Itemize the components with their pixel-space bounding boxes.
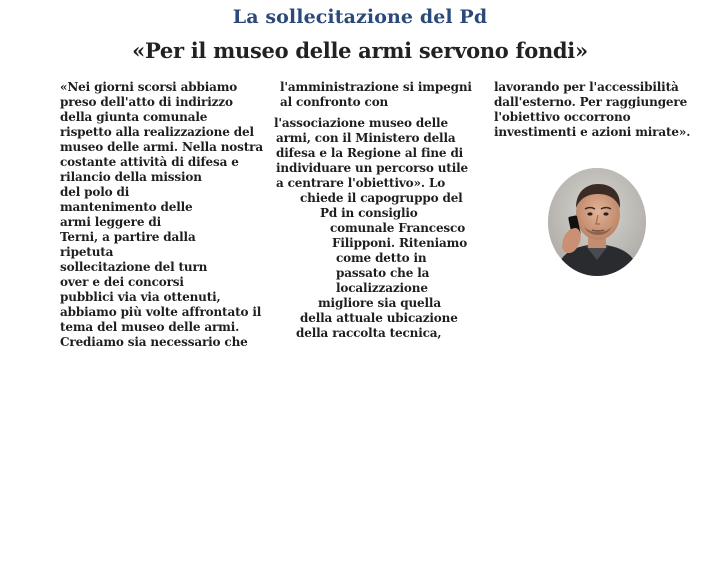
article-column-1 xyxy=(60,80,263,350)
text-line: del polo di xyxy=(60,185,130,199)
text-line: della giunta comunale xyxy=(60,110,208,124)
text-line: dall'esterno. Per raggiungere xyxy=(494,95,688,109)
article-kicker: La sollecitazione del Pd xyxy=(232,6,488,28)
text-line: al confronto con xyxy=(280,95,389,109)
text-line: della attuale ubicazione xyxy=(300,311,458,325)
text-line: «Nei giorni scorsi abbiamo xyxy=(60,80,238,94)
text-line: comunale Francesco xyxy=(330,221,466,235)
text-line: investimenti e azioni mirate». xyxy=(494,125,691,139)
author-photo xyxy=(548,168,646,276)
text-line: costante attività di difesa e xyxy=(60,155,239,169)
text-line: a centrare l'obiettivo». Lo xyxy=(276,176,446,190)
text-line: rispetto alla realizzazione del xyxy=(60,125,254,139)
text-line: della raccolta tecnica, xyxy=(296,326,442,340)
text-line: armi leggere di xyxy=(60,215,161,229)
text-line: l'obiettivo occorrono xyxy=(494,110,631,124)
text-line: mantenimento delle xyxy=(60,200,193,214)
text-line: museo delle armi. Nella nostra xyxy=(60,140,263,154)
text-line: tema del museo delle armi. xyxy=(60,320,240,334)
text-line: sollecitazione del turn xyxy=(60,260,208,274)
article-column-2 xyxy=(274,80,472,341)
text-line: come detto in xyxy=(336,251,427,265)
text-line: migliore sia quella xyxy=(318,296,441,310)
text-line: localizzazione xyxy=(336,281,428,295)
text-line: chiede il capogruppo del xyxy=(300,191,463,205)
text-line: over e dei concorsi xyxy=(60,275,184,289)
text-line: abbiamo più volte affrontato il xyxy=(60,305,262,319)
text-line: ripetuta xyxy=(60,245,114,259)
text-line: pubblici via via ottenuti, xyxy=(60,290,221,304)
text-line: lavorando per l'accessibilità xyxy=(494,80,679,94)
text-line: rilancio della mission xyxy=(60,170,202,184)
text-line: individuare un percorso utile xyxy=(276,161,469,175)
article-column-3 xyxy=(494,80,690,140)
text-line: passato che la xyxy=(336,266,430,280)
text-line: armi, con il Ministero della xyxy=(276,131,456,145)
text-line: Terni, a partire dalla xyxy=(60,230,196,244)
text-line: l'amministrazione si impegni xyxy=(280,80,472,94)
text-line: Crediamo sia necessario che xyxy=(60,335,248,349)
article-headline: «Per il museo delle armi servono fondi» xyxy=(132,38,588,63)
text-line: Pd in consiglio xyxy=(320,206,418,220)
portrait-illustration xyxy=(548,168,646,276)
text-line: l'associazione museo delle xyxy=(274,116,448,130)
text-line: preso dell'atto di indirizzo xyxy=(60,95,233,109)
text-line: difesa e la Regione al fine di xyxy=(276,146,464,160)
text-line: Filipponi. Riteniamo xyxy=(332,236,468,250)
